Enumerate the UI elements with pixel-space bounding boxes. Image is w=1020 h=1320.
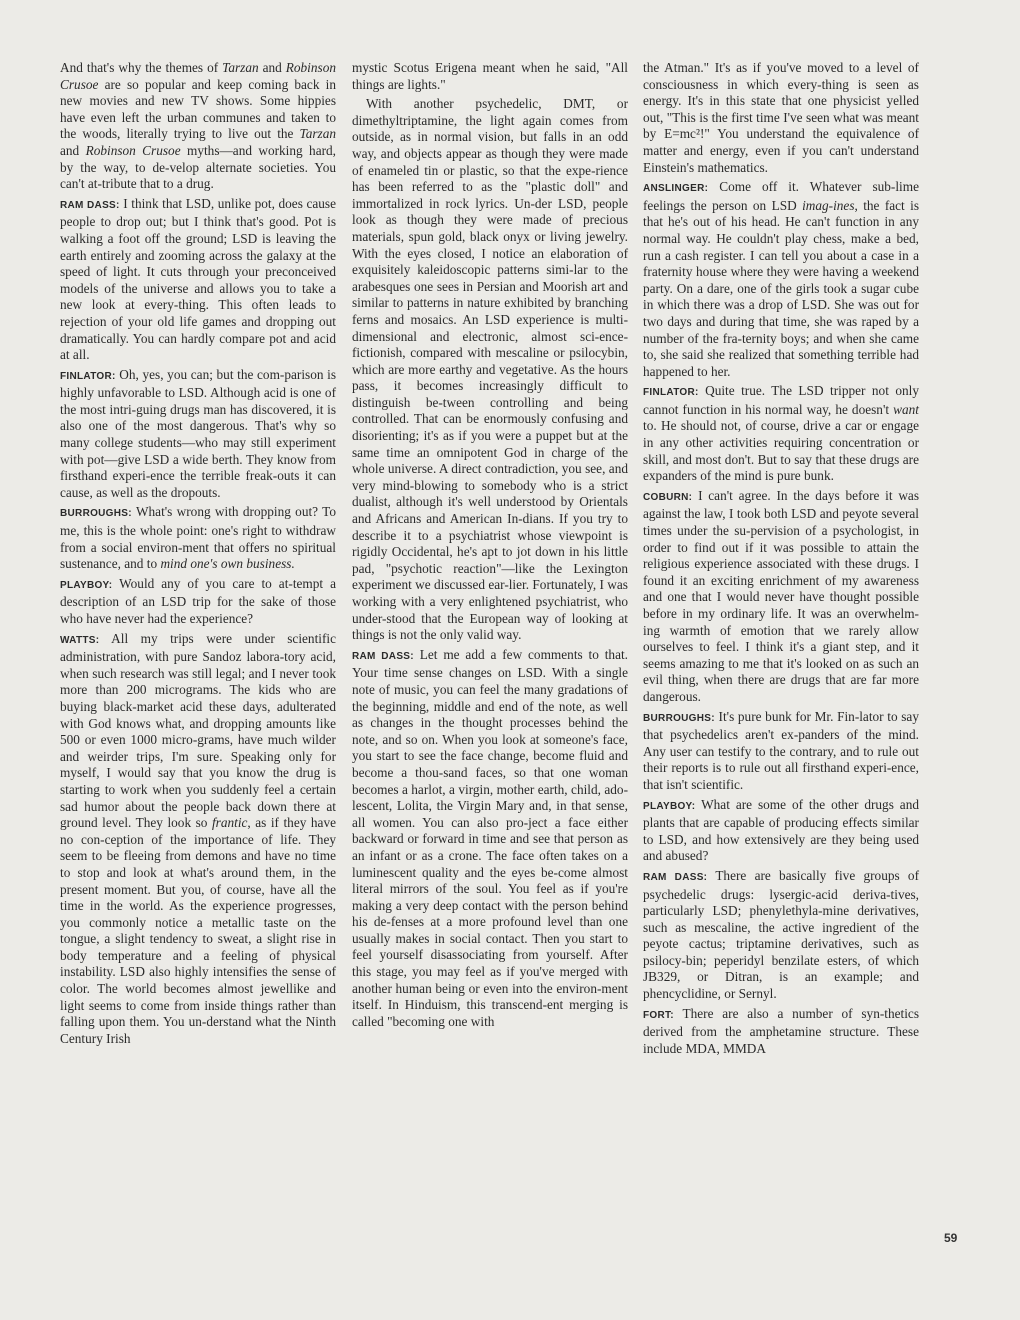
text-run: What's wrong with dropping out? To me, this is the whole point: one's right to withdraw from a social environ-ment that offers no spiritual sustenance, and to bbox=[60, 504, 336, 572]
text-run: are so popular and keep coming back in new movies and new TV shows. Some hippies have even left the urban communes and taken to the woods, literally trying to live out the bbox=[60, 76, 336, 142]
italic-text: imag-ines bbox=[802, 197, 855, 213]
speaker-label: FINLATOR: bbox=[643, 387, 699, 399]
italic-text: Robinson Crusoe bbox=[85, 142, 181, 158]
paragraph bbox=[643, 709, 919, 794]
paragraph bbox=[60, 576, 336, 628]
paragraph bbox=[643, 383, 919, 485]
speaker-label: BURROUGHS: bbox=[60, 508, 132, 520]
text-run: Let me add a few comments to that. Your time sense changes on LSD. With a single note of music, you can feel the many gradations of the beginning, middle and end of the note, as well as changes in the thought processes behind the note, and so on. When you look at someone's face, you start to see the face change, become fluid and become a thou-sand faces, so that one woman becomes a harlot, a virgin, mother earth, child, ado-lescent, Lolita, the Virgin Mary and, in that sense, all women. You can also pro-ject a face either backward or forward in time and see that person as an infant or as a crone. The face often takes on a luminescent quality and the eyes be-come almost literal mirrors of the soul. You feel as if you're making a very deep contact with the person behind his de-fenses at a more profound level than one usually makes in social contact. Then you start to feel yourself disassociating from yourself. After this stage, you may feel as if you've merged with another human being or even into the environ-ment itself. In Hinduism, this transcend-ent merging is called "becoming one with bbox=[352, 646, 628, 1029]
text-column-3 bbox=[643, 60, 919, 1060]
paragraph bbox=[643, 868, 919, 1003]
italic-text: frantic bbox=[211, 815, 248, 831]
text-run: , the fact is that he's out of his head. He can't function in any normal way. He couldn't play chess, make a bed, run a cash register. I can tell you about a case in a fraternity house where they were having a weekend party. On a dare, one of the girls took a sugar cube in which there was a drop of LSD. She was out for two days and during that time, she was raped by a number of the fra-ternity boys; and when she came to, she said she realized that something terrible had happened to her. bbox=[643, 197, 919, 379]
text-run: Would any of you care to at-tempt a description of an LSD trip for the sake of those who have never had the experience? bbox=[60, 575, 336, 626]
italic-text: want bbox=[893, 401, 919, 417]
text-column-2 bbox=[352, 60, 628, 1033]
text-run: and bbox=[60, 142, 86, 158]
speaker-label: ANSLINGER: bbox=[643, 183, 709, 195]
text-run: It's pure bunk for Mr. Fin-lator to say that psychedelics aren't ex-panders of the mind. Any user can testify to the contrary, and to rule out their reports is to rule out all firsthand experi-ence, that isn't scientific. bbox=[643, 708, 919, 792]
text-run: Quite true. The LSD tripper not only cannot function in his normal way, he doesn't bbox=[643, 383, 919, 417]
italic-text: Tarzan bbox=[222, 60, 259, 75]
text-run: mystic Scotus Erigena meant when he said, "All things are lights." bbox=[352, 60, 628, 92]
paragraph bbox=[352, 647, 628, 1031]
text-run: There are also a number of syn-thetics derived from the amphetamine structure. These include MDA, MMDA bbox=[643, 1005, 919, 1056]
text-run: , as if they have no con-ception of the importance of life. They seem to be fleeing from demons and have no time to stop and look at what's around them, in the present moment. But you, of course, have all the time in the world. As the experience progresses, you commonly notice a metallic taste on the tongue, a slight tendency to sweat, a slight rise in body temperature and a feeling of physical instability. LSD also highly intensifies the sense of color. The world becomes almost jewellike and light seems to come from inside things rather than falling upon them. You un-derstand what the Ninth Century Irish bbox=[60, 815, 336, 1046]
paragraph bbox=[643, 1006, 919, 1058]
italic-text: Robinson Crusoe bbox=[60, 60, 336, 92]
speaker-label: FORT: bbox=[643, 1009, 674, 1021]
text-run: And that's why the themes of bbox=[60, 60, 223, 75]
paragraph bbox=[643, 797, 919, 865]
text-run: All my trips were under scientific administration, with pure Sandoz labora-tory acid, when such research was still legal; and I never took more than 200 micrograms. The kids who are buying black-market acid these days, adulterated with God knows what, and dropping amounts like 500 or even 1000 micro-grams, have much wilder and weirder trips, I'm sure. Speaking only for myself, I would say that you know the drug is starting to work when you suddenly feel a certain sad humor about the people back down there at ground level. They look so bbox=[60, 630, 336, 831]
italic-text: Tarzan bbox=[299, 126, 336, 142]
paragraph bbox=[60, 504, 336, 572]
text-column-1 bbox=[60, 60, 336, 1050]
text-run: Oh, yes, you can; but the com-parison is highly unfavorable to LSD. Although acid is one of the most intri-guing drugs man has discovered, it is also one of the most dangerous. That's why so many college students—who may still experiment with pot—give LSD a wide berth. They know from firsthand experi-ence the terrible freak-outs it can cause, as well as the dropouts. bbox=[60, 366, 336, 500]
text-run: the Atman." It's as if you've moved to a level of consciousness in which every-thing is seen as energy. It's in this state that one physicist yelled out, "This is the first time I've seen what was meant by E=mc²!" You understand the equivalence of matter and energy, even if you can't understand Einstein's mathematics. bbox=[643, 60, 919, 175]
speaker-label: BURROUGHS: bbox=[643, 712, 715, 724]
speaker-label: COBURN: bbox=[643, 491, 693, 503]
speaker-label: RAM DASS: bbox=[643, 871, 708, 883]
paragraph bbox=[643, 179, 919, 380]
paragraph bbox=[352, 96, 628, 644]
speaker-label: RAM DASS: bbox=[60, 199, 120, 211]
speaker-label: FINLATOR: bbox=[60, 370, 116, 382]
text-run: to. He should not, of course, drive a car or engage in any other activities requiring concentration or skill, and most don't. But to say that these drugs are expanders of the mind is pure bunk. bbox=[643, 418, 919, 484]
paragraph bbox=[643, 60, 919, 176]
paragraph bbox=[352, 60, 628, 93]
text-run: With another psychedelic, DMT, or dimethyltriptamine, the light again comes from outside, as in normal vision, but falls in an odd way, and objects appear as though they were made of enameled tin or plastic, so that the expe-rience has been referred to as the "plastic doll" and immortalized in rock lyrics. Un-der LSD, people look as though they were made of precious materials, spun gold, black onyx or living jewelry. With the eyes closed, I notice an elaboration of exquisitely kaleidoscopic patterns simi-lar to the arabesques one sees in Persian and Moorish art and similar to patterns in nature exhibited by branching ferns and mosaics. An LSD experience is multi-dimensional and electronic, almost sci-ence-fictionish, compared with mescaline or psilocybin, which are more earthy and vegetative. As the hours pass, it becomes increasingly difficult to distinguish be-tween controlling and being controlled. That can be enormously confusing and disorienting; it's as if you were a puppet but at the same time an omnipotent God in charge of the whole universe. A direct contradiction, you see, and very mind-blowing to somebody who is a strict dualist, although it's well understood by Orientals and Africans and American In-dians. If you try to describe it to a psychiatrist whose viewpoint is rigidly Occidental, he's apt to jot down in his little pad, "psychotic reaction"—like the Lexington experiment we discussed ear-lier. Fortunately, I was working with a very enlightened psychiatrist, who under-stood that the European way of looking at things is not the only valid way. bbox=[352, 96, 628, 643]
speaker-label: PLAYBOY: bbox=[60, 579, 113, 591]
paragraph bbox=[60, 631, 336, 1048]
italic-text: mind one's own business. bbox=[160, 556, 295, 572]
page-number: 59 bbox=[944, 1231, 958, 1245]
paragraph bbox=[60, 196, 336, 364]
text-run: I can't agree. In the days before it was against the law, I took both LSD and peyote several times under the su-pervision of a psychologist, in order to find out if it was possible to attain the religious experience associated with these drugs. I found it an exciting enrichment of my awareness and one that I would never have thought possible before in my ordinary life. It was an overwhelm-ing warmth of emotion that we rarely allow ourselves to feel. I think it's a giant step, and it seems amazing to me that it's looked on as such an evil thing, when there are drugs that are far more dangerous. bbox=[643, 487, 919, 704]
text-run: There are basically five groups of psychedelic drugs: lysergic-acid deriva-tives, particularly LSD; phenylethyla-mine derivatives, such as mescaline, the active ingredient of the peyote cactus; triptamine derivatives, such as psilocy-bin; peperidyl benzilate esters, of which JB329, or Ditran, is an example; and phencyclidine, or Sernyl. bbox=[643, 867, 919, 1002]
speaker-label: PLAYBOY: bbox=[643, 800, 696, 812]
speaker-label: WATTS: bbox=[60, 634, 100, 646]
text-run: What are some of the other drugs and plants that are capable of producing effects similar to LSD, and how extensively are they being used and abused? bbox=[643, 796, 919, 864]
text-run: Come off it. Whatever sub-lime feelings the person on LSD bbox=[643, 179, 919, 213]
paragraph bbox=[60, 367, 336, 502]
text-run: and bbox=[258, 60, 286, 75]
text-run: I think that LSD, unlike pot, does cause people to drop out; but I think that's good. Pot is walking a foot off the ground; LSD is leaving the earth entirely and zooming across the galaxy at the speed of light. It cuts through your preconceived models of the universe and allows you to take a new look at every-thing. This often leads to rejection of your old life games and dropping out dramatically. You can hardly compare pot and acid at all. bbox=[60, 195, 336, 363]
paragraph bbox=[643, 488, 919, 706]
speaker-label: RAM DASS: bbox=[352, 650, 414, 662]
text-run: myths—and working hard, by the way, to de-velop alternate societies. You can't at-tribute that to a drug. bbox=[60, 142, 336, 192]
paragraph bbox=[60, 60, 336, 193]
